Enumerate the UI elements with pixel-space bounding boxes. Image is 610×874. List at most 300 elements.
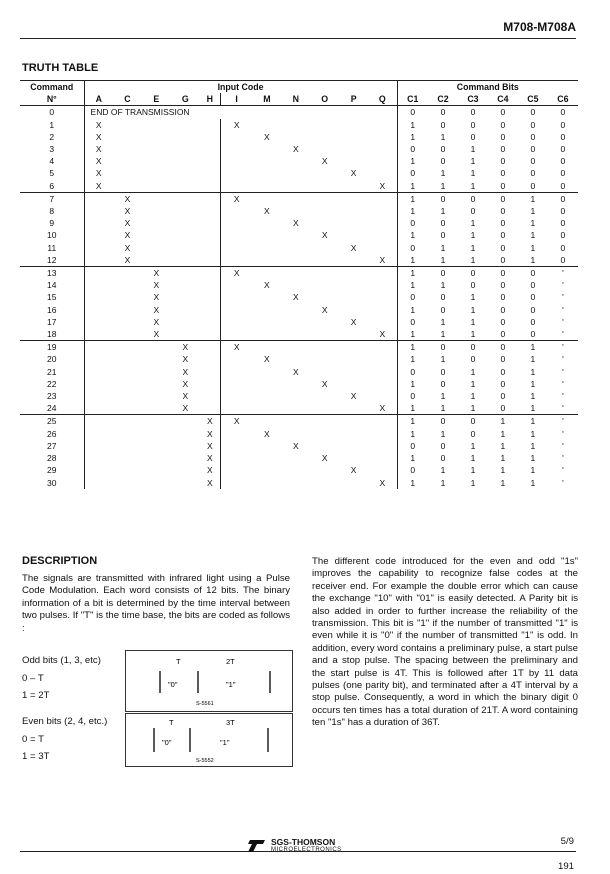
- table-cell: X: [321, 230, 328, 241]
- table-cell: X: [264, 206, 270, 217]
- table-cell: [84, 229, 113, 241]
- table-row: [20, 267, 578, 280]
- table-cell: [171, 167, 200, 179]
- table-cell: [200, 341, 221, 354]
- table-cell: X: [233, 119, 240, 130]
- table-cell: [200, 205, 221, 217]
- table-cell: [310, 167, 339, 179]
- table-cell: 0: [410, 465, 416, 476]
- table-cell: [310, 143, 339, 155]
- table-cell: [220, 440, 252, 452]
- table-cell: 0: [560, 242, 566, 253]
- table-cell: X: [292, 144, 299, 155]
- table-cell: [142, 119, 171, 131]
- table-cell: [252, 242, 281, 254]
- table-cell: 1: [470, 304, 476, 315]
- table-cell: 1: [410, 453, 416, 464]
- table-cell: [310, 119, 339, 131]
- table-cell: 1: [470, 391, 476, 402]
- table-cell: [84, 267, 113, 280]
- table-cell: [200, 279, 221, 291]
- table-cell: 0: [530, 119, 536, 130]
- table-cell: 1: [440, 242, 446, 253]
- table-cell: 1: [500, 477, 506, 488]
- table-cell: [113, 353, 142, 365]
- table-cell: [220, 304, 252, 316]
- table-cell: 1: [440, 391, 446, 402]
- table-cell: 0: [410, 440, 416, 451]
- table-cell: X: [292, 366, 299, 377]
- table-cell: [310, 205, 339, 217]
- table-cell: 1: [470, 403, 476, 414]
- table-cell: [310, 291, 339, 303]
- table-cell: [171, 440, 200, 452]
- table-cell: [339, 217, 368, 229]
- table-cell: [220, 477, 252, 489]
- table-cell: 1: [440, 254, 446, 265]
- command-number-cell: 10: [20, 229, 84, 241]
- table-cell: [200, 366, 221, 378]
- table-cell: 1: [410, 304, 416, 315]
- table-cell: [84, 390, 113, 402]
- table-cell: 1: [440, 316, 446, 327]
- table-cell: 0: [560, 168, 566, 179]
- table-cell: [142, 192, 171, 205]
- command-number-cell: 9: [20, 217, 84, 229]
- table-cell: 0: [440, 144, 446, 155]
- table-cell: 0: [500, 354, 506, 365]
- table-cell: 1: [410, 119, 416, 130]
- table-cell: 0: [560, 230, 566, 241]
- table-cell: 0: [470, 193, 476, 204]
- table-cell: X: [368, 402, 397, 415]
- table-cell: 1: [470, 477, 476, 488]
- table-cell: [171, 217, 200, 229]
- table-cell: [368, 205, 397, 217]
- table-cell: [200, 316, 221, 328]
- table-cell: 1: [440, 477, 446, 488]
- table-cell: 0: [500, 391, 506, 402]
- table-cell: 1: [470, 453, 476, 464]
- table-cell: 0: [560, 156, 566, 167]
- table-row: [20, 477, 578, 489]
- table-cell: [310, 328, 339, 341]
- table-cell: [142, 428, 171, 440]
- table-cell: [142, 254, 171, 267]
- table-cell: ': [562, 440, 564, 451]
- table-cell: 1: [470, 242, 476, 253]
- table-cell: X: [124, 218, 131, 229]
- table-cell: [368, 415, 397, 428]
- table-cell: 0: [530, 180, 536, 191]
- table-row: [20, 254, 578, 267]
- table-cell: [113, 452, 142, 464]
- table-row: [20, 155, 578, 167]
- table-row: [20, 131, 578, 143]
- table-cell: [368, 167, 397, 179]
- table-cell: [142, 440, 171, 452]
- table-cell: 1: [470, 156, 476, 167]
- table-cell: [310, 390, 339, 402]
- table-cell: 0: [500, 292, 506, 303]
- table-cell: 1: [410, 329, 416, 340]
- table-cell: [281, 229, 310, 241]
- table-cell: X: [124, 206, 131, 217]
- table-cell: [281, 155, 310, 167]
- table-cell: X: [292, 292, 299, 303]
- table-cell: 1: [470, 316, 476, 327]
- table-cell: [310, 341, 339, 354]
- bit-col-header: C6: [557, 94, 569, 105]
- table-cell: ': [562, 416, 564, 427]
- table-cell: 0: [410, 107, 416, 118]
- col-number-header: N°: [20, 93, 84, 106]
- table-cell: [252, 304, 281, 316]
- table-cell: [84, 452, 113, 464]
- table-cell: X: [233, 193, 240, 204]
- table-cell: 0: [470, 342, 476, 353]
- table-cell: [84, 279, 113, 291]
- col-command-header: Command: [20, 81, 84, 94]
- table-cell: 1: [440, 403, 446, 414]
- table-cell: [142, 390, 171, 402]
- table-cell: 1: [410, 477, 416, 488]
- table-cell: 0: [440, 453, 446, 464]
- table-cell: [200, 180, 221, 193]
- table-cell: 0: [410, 218, 416, 229]
- odd-zero-code: 0 – T: [22, 673, 44, 684]
- table-cell: [281, 167, 310, 179]
- command-number-cell: 8: [20, 205, 84, 217]
- table-cell: X: [95, 168, 102, 179]
- table-cell: [339, 378, 368, 390]
- table-cell: [368, 341, 397, 354]
- table-cell: [368, 304, 397, 316]
- table-cell: [84, 328, 113, 341]
- input-col-header: A: [95, 94, 102, 105]
- table-cell: [368, 464, 397, 476]
- footer-logo: [246, 838, 342, 853]
- table-row: [20, 415, 578, 428]
- table-cell: 0: [500, 304, 506, 315]
- command-number-cell: 19: [20, 341, 84, 354]
- footer-brand-sub: MICROELECTRONICS: [271, 847, 342, 853]
- table-cell: 0: [410, 168, 416, 179]
- table-cell: [339, 402, 368, 415]
- table-cell: X: [124, 254, 131, 265]
- table-cell: [368, 353, 397, 365]
- table-cell: 1: [440, 168, 446, 179]
- bit-col-header: C2: [437, 94, 449, 105]
- table-cell: [220, 155, 252, 167]
- table-cell: 0: [440, 292, 446, 303]
- table-cell: 0: [440, 218, 446, 229]
- table-cell: [339, 155, 368, 167]
- table-cell: [142, 131, 171, 143]
- table-cell: [200, 353, 221, 365]
- table-cell: 0: [530, 156, 536, 167]
- table-cell: 1: [530, 193, 536, 204]
- table-cell: [142, 155, 171, 167]
- table-row: [20, 229, 578, 241]
- table-cell: 1: [530, 354, 536, 365]
- table-cell: 1: [530, 254, 536, 265]
- table-cell: [310, 428, 339, 440]
- table-cell: [113, 378, 142, 390]
- table-cell: X: [321, 453, 328, 464]
- table-cell: [339, 131, 368, 143]
- table-cell: [252, 440, 281, 452]
- table-cell: X: [233, 416, 240, 427]
- table-cell: X: [264, 354, 270, 365]
- table-cell: X: [95, 131, 102, 142]
- even-zero-code: 0 = T: [22, 734, 44, 745]
- command-number-cell: 7: [20, 192, 84, 205]
- table-cell: 1: [410, 131, 416, 142]
- table-cell: [142, 205, 171, 217]
- table-cell: [310, 180, 339, 193]
- table-cell: [113, 415, 142, 428]
- table-cell: [220, 217, 252, 229]
- table-row: [20, 428, 578, 440]
- table-cell: [84, 415, 113, 428]
- table-cell: [281, 316, 310, 328]
- table-cell: ': [562, 304, 564, 315]
- table-cell: ': [562, 342, 564, 353]
- table-cell: [142, 341, 171, 354]
- table-cell: X: [124, 242, 131, 253]
- table-cell: ': [562, 391, 564, 402]
- table-cell: [200, 390, 221, 402]
- odd-one-label: "1": [226, 680, 236, 689]
- table-cell: [339, 192, 368, 205]
- table-cell: [84, 341, 113, 354]
- command-number-cell: 11: [20, 242, 84, 254]
- table-cell: 0: [440, 304, 446, 315]
- table-cell: X: [264, 428, 270, 439]
- table-cell: [368, 131, 397, 143]
- odd-bits-diagram: [125, 650, 293, 712]
- table-cell: 1: [530, 366, 536, 377]
- table-cell: [171, 452, 200, 464]
- table-cell: [281, 390, 310, 402]
- table-cell: [113, 131, 142, 143]
- table-cell: X: [153, 268, 160, 279]
- table-cell: [200, 217, 221, 229]
- input-col-header: I: [235, 94, 238, 105]
- table-cell: [142, 229, 171, 241]
- table-cell: [220, 143, 252, 155]
- table-cell: [142, 464, 171, 476]
- table-cell: [252, 402, 281, 415]
- table-cell: [339, 304, 368, 316]
- table-cell: 0: [500, 144, 506, 155]
- table-cell: 1: [470, 440, 476, 451]
- table-cell: X: [350, 168, 357, 179]
- table-cell: [281, 304, 310, 316]
- even-t1-label: T: [169, 718, 174, 727]
- table-cell: 1: [410, 254, 416, 265]
- table-cell: [142, 378, 171, 390]
- table-cell: [84, 378, 113, 390]
- table-cell: ': [562, 453, 564, 464]
- table-cell: [281, 402, 310, 415]
- table-cell: [220, 452, 252, 464]
- table-cell: [113, 155, 142, 167]
- table-cell: X: [95, 119, 102, 130]
- table-cell: X: [368, 254, 397, 267]
- table-cell: [339, 267, 368, 280]
- table-cell: [310, 192, 339, 205]
- table-cell: X: [350, 242, 357, 253]
- table-cell: [339, 341, 368, 354]
- table-cell: [171, 131, 200, 143]
- table-cell: 1: [500, 416, 506, 427]
- table-cell: 0: [530, 329, 536, 340]
- table-cell: 0: [500, 218, 506, 229]
- command-number-cell: 14: [20, 279, 84, 291]
- table-cell: X: [264, 131, 270, 142]
- table-cell: [113, 279, 142, 291]
- table-cell: 1: [410, 206, 416, 217]
- table-cell: [252, 328, 281, 341]
- table-cell: [368, 366, 397, 378]
- table-row: [20, 353, 578, 365]
- table-cell: [368, 316, 397, 328]
- table-cell: 0: [530, 107, 536, 118]
- table-cell: [142, 353, 171, 365]
- table-cell: 1: [470, 465, 476, 476]
- table-cell: [220, 402, 252, 415]
- table-cell: [310, 242, 339, 254]
- table-cell: 0: [500, 168, 506, 179]
- table-cell: [339, 180, 368, 193]
- table-cell: 1: [500, 440, 506, 451]
- table-cell: [252, 464, 281, 476]
- command-number-cell: 18: [20, 328, 84, 341]
- table-cell: X: [200, 428, 221, 440]
- table-cell: [84, 477, 113, 489]
- odd-bits-label: Odd bits (1, 3, etc): [22, 655, 101, 666]
- table-cell: [84, 464, 113, 476]
- table-cell: [339, 477, 368, 489]
- table-cell: [171, 304, 200, 316]
- table-cell: [281, 452, 310, 464]
- table-cell: [339, 328, 368, 341]
- table-row: [20, 119, 578, 131]
- table-cell: 0: [560, 254, 566, 265]
- table-cell: [310, 267, 339, 280]
- even-ref-label: S-5552: [196, 758, 214, 764]
- table-cell: 1: [530, 342, 536, 353]
- table-row: [20, 192, 578, 205]
- table-cell: [84, 217, 113, 229]
- table-cell: [200, 167, 221, 179]
- even-t2-label: 3T: [226, 718, 235, 727]
- table-cell: [368, 267, 397, 280]
- table-cell: [252, 378, 281, 390]
- input-col-header: Q: [368, 93, 397, 106]
- bit-col-header: C5: [527, 94, 539, 105]
- table-cell: [113, 464, 142, 476]
- command-number-cell: 17: [20, 316, 84, 328]
- table-row: [20, 304, 578, 316]
- command-number-cell: 24: [20, 402, 84, 415]
- table-cell: X: [182, 342, 189, 353]
- table-cell: 0: [530, 144, 536, 155]
- table-cell: [368, 143, 397, 155]
- table-cell: [368, 428, 397, 440]
- table-cell: [84, 304, 113, 316]
- table-cell: X: [321, 378, 328, 389]
- table-cell: [281, 415, 310, 428]
- input-col-header: G: [181, 94, 189, 105]
- table-cell: [281, 254, 310, 267]
- description-right-text: The different code introduced for the even and odd "1s" improves the capability to recognize false codes at the receiver end. For example the double error which can cause the exchange "10" with "01" is easily detected. A Parity bit is also added in order to further increase the reliability of the transmission. This bit is "1" if the number of transmitted "1" is even while it is "0" if the number of transmitted "1" is odd. In addition, every word contains a preliminary pulse, a start pulse and a stop pulse. The spacing between the preliminary and the start pulse is 4T. This is followed after 1T by 11 data pulses (one parity bit), and terminated after a 4T interval by a stop pulse. Consequently, a word in which the binary digit 0 occurs ten times has a total duration of 21T. A word containing ten "1s" has a duration of 36T.: [312, 556, 578, 729]
- table-cell: 1: [530, 465, 536, 476]
- even-bits-label: Even bits (2, 4, etc.): [22, 716, 108, 727]
- table-cell: [310, 254, 339, 267]
- command-bits-header: Command Bits: [456, 82, 519, 92]
- table-cell: 0: [530, 304, 536, 315]
- table-cell: 0: [560, 131, 566, 142]
- table-cell: [171, 205, 200, 217]
- table-cell: [339, 205, 368, 217]
- table-cell: ': [562, 268, 564, 279]
- table-cell: [113, 402, 142, 415]
- table-cell: 1: [530, 403, 536, 414]
- table-cell: [220, 328, 252, 341]
- table-row: [20, 452, 578, 464]
- table-cell: 1: [440, 180, 446, 191]
- table-cell: 0: [560, 119, 566, 130]
- table-cell: [339, 143, 368, 155]
- table-cell: [84, 254, 113, 267]
- table-cell: 0: [440, 156, 446, 167]
- table-cell: 1: [410, 403, 416, 414]
- table-cell: 0: [560, 193, 566, 204]
- command-number-cell: 13: [20, 267, 84, 280]
- table-cell: 1: [530, 230, 536, 241]
- table-cell: [220, 254, 252, 267]
- table-cell: 0: [500, 254, 506, 265]
- table-cell: [310, 464, 339, 476]
- table-cell: ': [562, 428, 564, 439]
- table-cell: X: [153, 329, 160, 340]
- table-cell: X: [321, 304, 328, 315]
- table-cell: 1: [530, 218, 536, 229]
- table-cell: [84, 353, 113, 365]
- table-cell: 0: [500, 316, 506, 327]
- table-cell: [281, 205, 310, 217]
- table-row: [20, 106, 578, 119]
- command-number-cell: 30: [20, 477, 84, 489]
- table-cell: [252, 143, 281, 155]
- table-cell: 0: [560, 144, 566, 155]
- table-cell: [220, 242, 252, 254]
- table-cell: [252, 452, 281, 464]
- table-cell: [281, 464, 310, 476]
- command-number-cell: 5: [20, 167, 84, 179]
- table-cell: [113, 304, 142, 316]
- table-cell: 0: [560, 218, 566, 229]
- table-cell: 1: [410, 193, 416, 204]
- input-col-header: C: [124, 94, 131, 105]
- table-cell: X: [264, 280, 270, 291]
- table-cell: 0: [500, 378, 506, 389]
- page-number: 191: [557, 861, 574, 872]
- table-cell: 0: [530, 131, 536, 142]
